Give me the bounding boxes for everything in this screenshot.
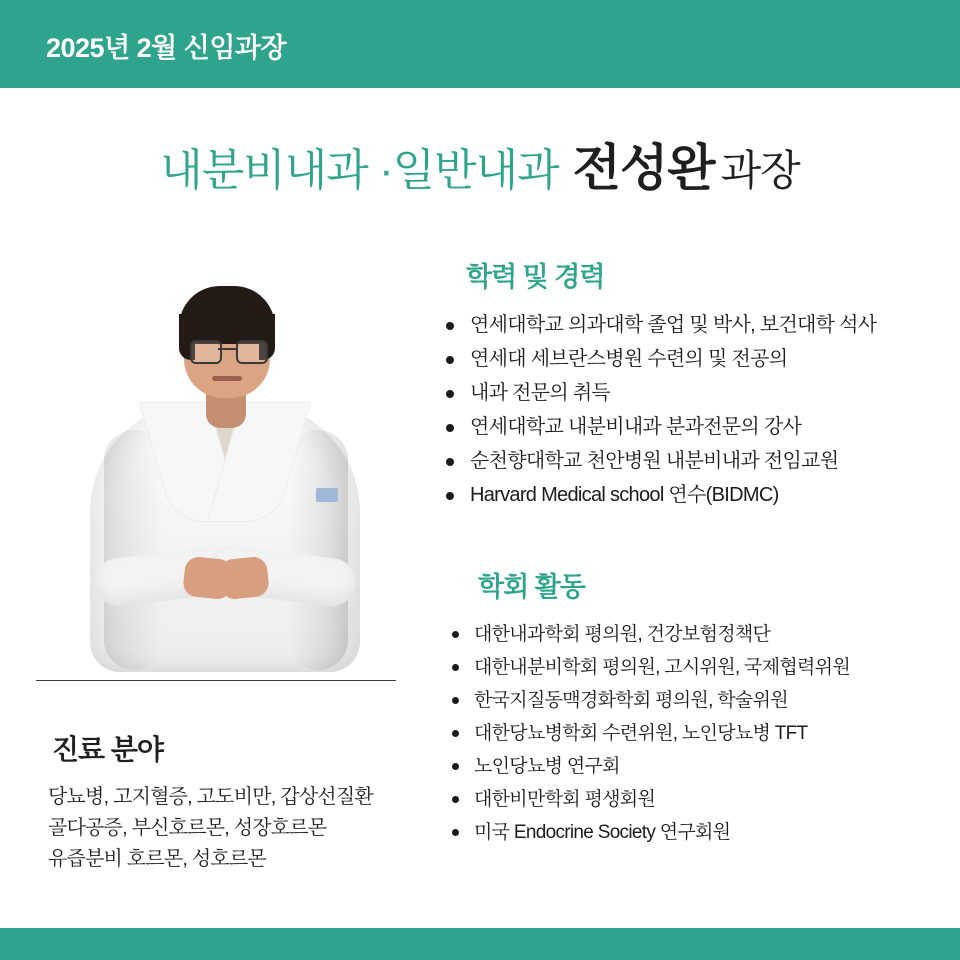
society-section (430, 565, 950, 849)
page-title (0, 128, 960, 200)
specialty-line: 당뇨병, 고지혈증, 고도비만, 갑상선질환 (48, 786, 373, 808)
list-item: 연세대 세브란스병원 수련의 및 전공의 (430, 342, 950, 376)
coat-shadow-left (104, 430, 164, 670)
banner-label: 2025년 2월 신임과장 (46, 33, 287, 63)
doctor-rank: 과장 (720, 147, 800, 194)
coat-shadow-right (288, 430, 348, 670)
list-item: 연세대학교 의과대학 졸업 및 박사, 보건대학 석사 (430, 308, 950, 342)
education-list (430, 308, 950, 512)
glasses-right-lens (236, 340, 268, 364)
list-item: 대한내과학회 평의원, 건강보험정책단 (430, 618, 950, 651)
list-item: 대한당뇨병학회 수련위원, 노인당뇨병 TFT (430, 717, 950, 750)
list-item: 미국 Endocrine Society 연구회원 (430, 816, 950, 849)
list-item: 대한내분비학회 평의원, 고시위원, 국제협력위원 (430, 651, 950, 684)
portrait-illustration (60, 252, 390, 672)
divider (36, 680, 396, 681)
specialty-list (48, 782, 448, 875)
specialty-heading: 진료 분야 (52, 734, 163, 765)
doctor-photo (60, 252, 390, 672)
top-banner (0, 0, 960, 88)
mouth (212, 376, 242, 381)
specialty-line: 골다공증, 부신호르몬, 성장호르몬 (48, 817, 327, 839)
list-item: 한국지질동맥경화학회 평의원, 학술위원 (430, 684, 950, 717)
glasses-left-lens (190, 340, 222, 364)
society-heading: 학회 활동 (478, 572, 585, 602)
list-item: Harvard Medical school 연수(BIDMC) (430, 478, 950, 512)
list-item: 노인당뇨병 연구회 (430, 750, 950, 783)
bottom-banner (0, 928, 960, 960)
list-item: 연세대학교 내분비내과 분과전문의 강사 (430, 410, 950, 444)
list-item: 순천향대학교 천안병원 내분비내과 전임교원 (430, 444, 950, 478)
education-section (430, 255, 950, 512)
doctor-name: 전성완 (572, 140, 715, 196)
glasses-bridge (218, 348, 236, 350)
specialty-line: 유즙분비 호르몬, 성호르몬 (48, 848, 266, 870)
name-badge (316, 488, 338, 502)
list-item: 내과 전문의 취득 (430, 376, 950, 410)
society-list (430, 618, 950, 849)
list-item: 대한비만학회 평생회원 (430, 783, 950, 816)
education-heading: 학력 및 경력 (466, 262, 605, 292)
hand-left (218, 556, 270, 601)
department-name: 내분비내과 ·일반내과 (160, 146, 559, 195)
